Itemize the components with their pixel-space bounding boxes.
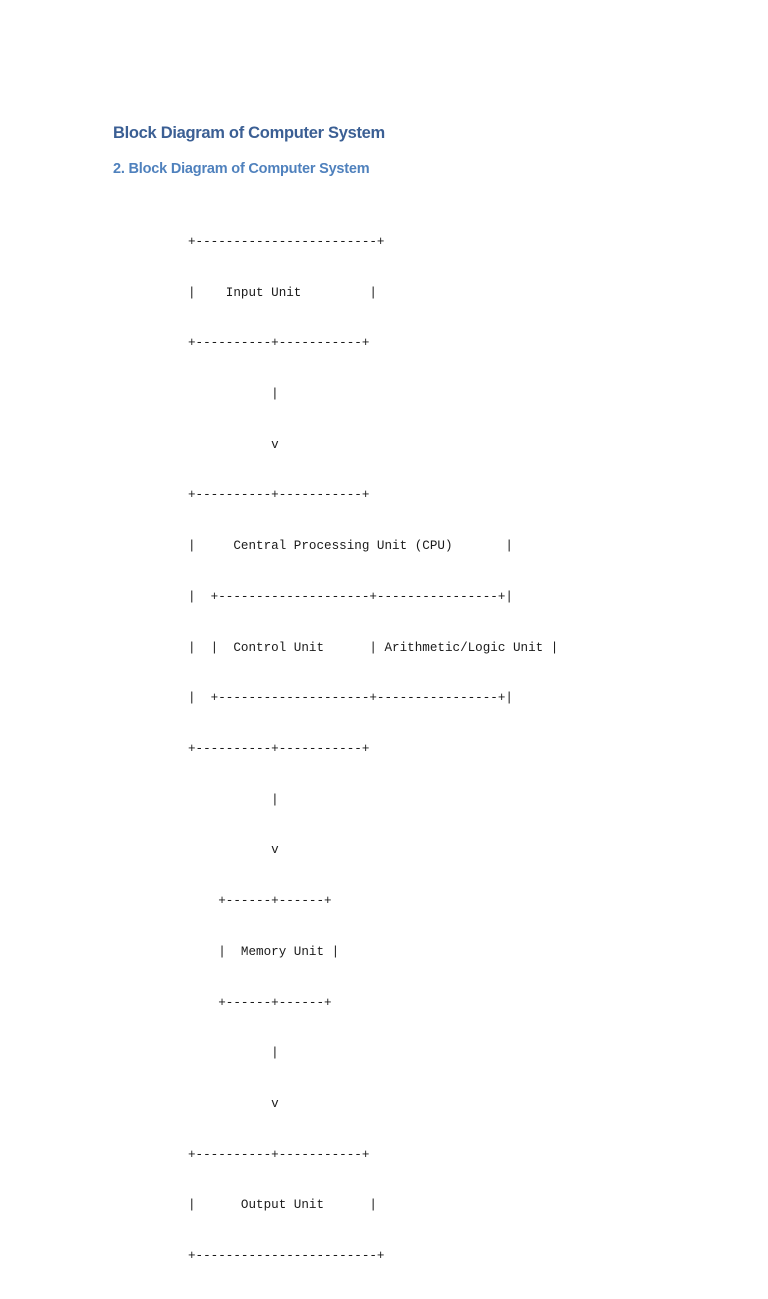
diagram-line: +----------+-----------+	[188, 336, 370, 351]
ascii-block-diagram	[188, 200, 558, 1299]
diagram-line: | +--------------------+----------------+|	[188, 589, 513, 604]
diagram-line: v	[188, 843, 279, 858]
diagram-line: +----------+-----------+	[188, 488, 370, 503]
diagram-line: +----------+-----------+	[188, 1147, 370, 1162]
diagram-line: | Memory Unit |	[188, 944, 340, 959]
diagram-line: |	[188, 386, 279, 401]
diagram-line: | Input Unit |	[188, 285, 377, 300]
section-heading: 2. Block Diagram of Computer System	[113, 161, 370, 177]
diagram-line: +------+------+	[188, 894, 332, 909]
diagram-line: +----------+-----------+	[188, 742, 370, 756]
diagram-line: | | Control Unit | Arithmetic/Logic Unit |	[188, 640, 559, 655]
diagram-line: +------------------------+	[188, 1249, 385, 1264]
diagram-line: |	[188, 792, 279, 807]
diagram-line: | Output Unit |	[188, 1198, 377, 1213]
diagram-line: +------+------+	[188, 995, 332, 1010]
diagram-line: +------------------------+	[188, 234, 385, 249]
document-title: Block Diagram of Computer System	[113, 124, 385, 142]
diagram-line: v	[188, 437, 279, 452]
diagram-line: v	[188, 1097, 279, 1112]
diagram-line: | Central Processing Unit (CPU) |	[188, 539, 513, 554]
diagram-line: |	[188, 1046, 279, 1061]
diagram-line: | +--------------------+----------------+|	[188, 691, 513, 706]
